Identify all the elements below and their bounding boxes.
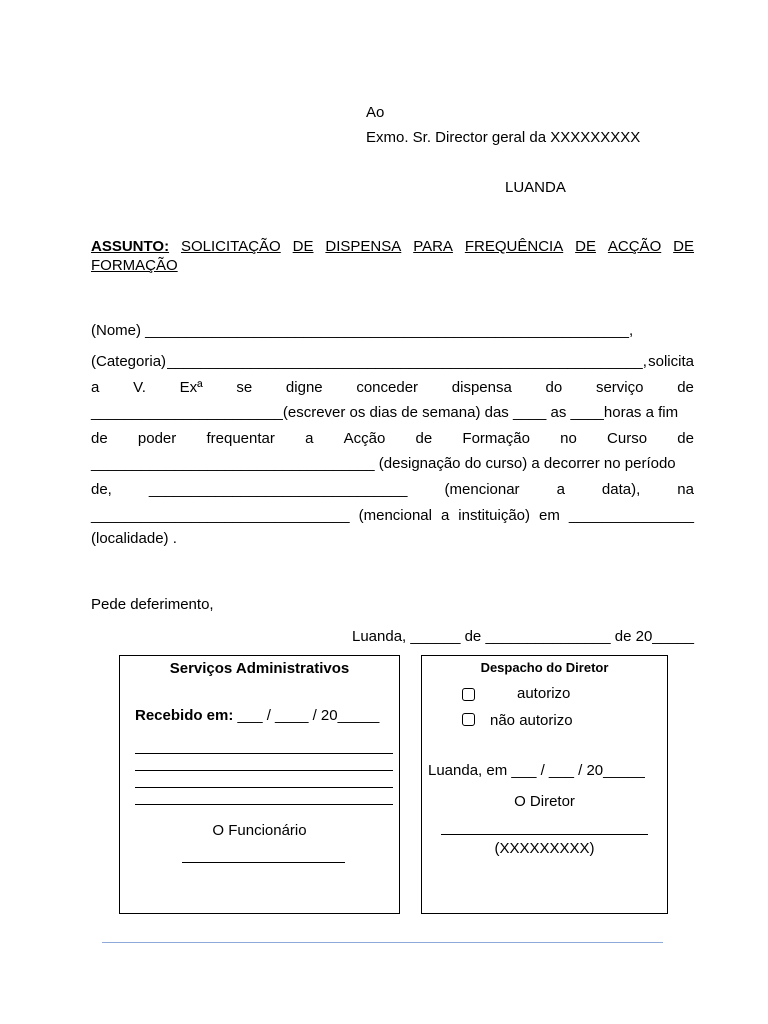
word: V. <box>133 379 146 396</box>
word: digne <box>285 379 323 396</box>
word: de <box>677 430 694 447</box>
authorize-checkbox[interactable] <box>462 688 475 701</box>
category-line <box>91 353 694 370</box>
director-decision-box <box>421 655 668 914</box>
word: a <box>305 430 314 447</box>
word: frequentar <box>206 430 275 447</box>
word: de <box>677 379 694 396</box>
not-authorize-checkbox[interactable] <box>462 713 475 726</box>
name-field-line: (Nome) __________________________________________________________, <box>91 322 634 339</box>
word: serviço <box>595 379 644 396</box>
word: de, <box>91 481 112 498</box>
word: instituição) <box>458 507 530 524</box>
word: DISPENSA <box>325 238 402 255</box>
word: do <box>545 379 563 396</box>
director-date-line: Luanda, em ___ / ___ / 20_____ <box>428 762 645 779</box>
word: em <box>538 507 560 524</box>
word: (mencional <box>358 507 432 524</box>
word: data), <box>601 481 641 498</box>
institution-line <box>91 507 694 524</box>
word: a <box>440 507 450 524</box>
word: (Categoria) <box>91 353 167 370</box>
word: poder <box>137 430 177 447</box>
schedule-line: _______________________(escrever os dias de semana) das ____ as ____horas a fim <box>91 404 679 421</box>
notes-line <box>135 804 393 805</box>
word: conceder <box>356 379 419 396</box>
word: se <box>236 379 253 396</box>
word: PARA <box>413 238 453 255</box>
officer-signature-line <box>182 862 345 863</box>
word: dispensa <box>451 379 512 396</box>
locality-line: (localidade) . <box>91 530 177 547</box>
subject-line <box>91 238 694 255</box>
word: FREQUÊNCIA <box>464 238 564 255</box>
course-intro-line <box>91 430 694 447</box>
addressee-recipient: Exmo. Sr. Director geral da XXXXXXXXX <box>366 129 641 146</box>
word: Acção <box>343 430 386 447</box>
word: a <box>556 481 565 498</box>
director-name: (XXXXXXXXX) <box>494 840 595 857</box>
received-date: ___ / ____ / 20_____ <box>233 707 380 724</box>
word: de <box>415 430 433 447</box>
word: _______________ <box>568 507 694 524</box>
word: Curso <box>607 430 648 447</box>
subject-label: ASSUNTO: <box>91 238 170 255</box>
director-label: O Diretor <box>514 793 575 810</box>
admin-box-title: Serviços Administrativos <box>169 660 350 677</box>
word: solicita <box>648 353 694 370</box>
received-label: Recebido em: <box>135 707 234 724</box>
director-box-title: Despacho do Diretor <box>480 660 609 675</box>
word: DE <box>575 238 596 255</box>
director-signature-line <box>441 834 648 835</box>
notes-line <box>135 770 393 771</box>
word: (mencionar <box>444 481 520 498</box>
request-line <box>91 379 694 396</box>
subject-continuation: FORMAÇÃO <box>91 257 178 274</box>
authorize-label: autorizo <box>517 685 571 702</box>
word: no <box>560 430 577 447</box>
word: DE <box>292 238 314 255</box>
word: na <box>677 481 694 498</box>
addressee-city: LUANDA <box>505 179 566 196</box>
date-line: Luanda, ______ de _______________ de 20_____ <box>351 628 694 645</box>
received-row <box>135 707 379 724</box>
word: Formação <box>462 430 530 447</box>
word: a <box>91 379 100 396</box>
word: _______________________________ <box>148 481 408 498</box>
word: de <box>91 430 108 447</box>
notes-line <box>135 787 393 788</box>
word: _______________________________ <box>91 507 350 524</box>
notes-line <box>135 753 393 754</box>
addressee-to: Ao <box>366 104 385 121</box>
officer-label: O Funcionário <box>212 822 307 839</box>
word: _________________________________________________________, <box>167 353 647 370</box>
not-authorize-label: não autorizo <box>490 712 573 729</box>
word: ACÇÃO <box>607 238 662 255</box>
request-closing: Pede deferimento, <box>91 596 214 613</box>
period-line <box>91 481 694 498</box>
admin-services-box <box>119 655 400 914</box>
footer-rule <box>102 942 663 943</box>
word: Exª <box>179 379 203 396</box>
course-name-line: __________________________________ (designação do curso) a decorrer no período <box>91 455 676 472</box>
word: DE <box>673 238 694 255</box>
word: SOLICITAÇÃO <box>180 238 281 255</box>
